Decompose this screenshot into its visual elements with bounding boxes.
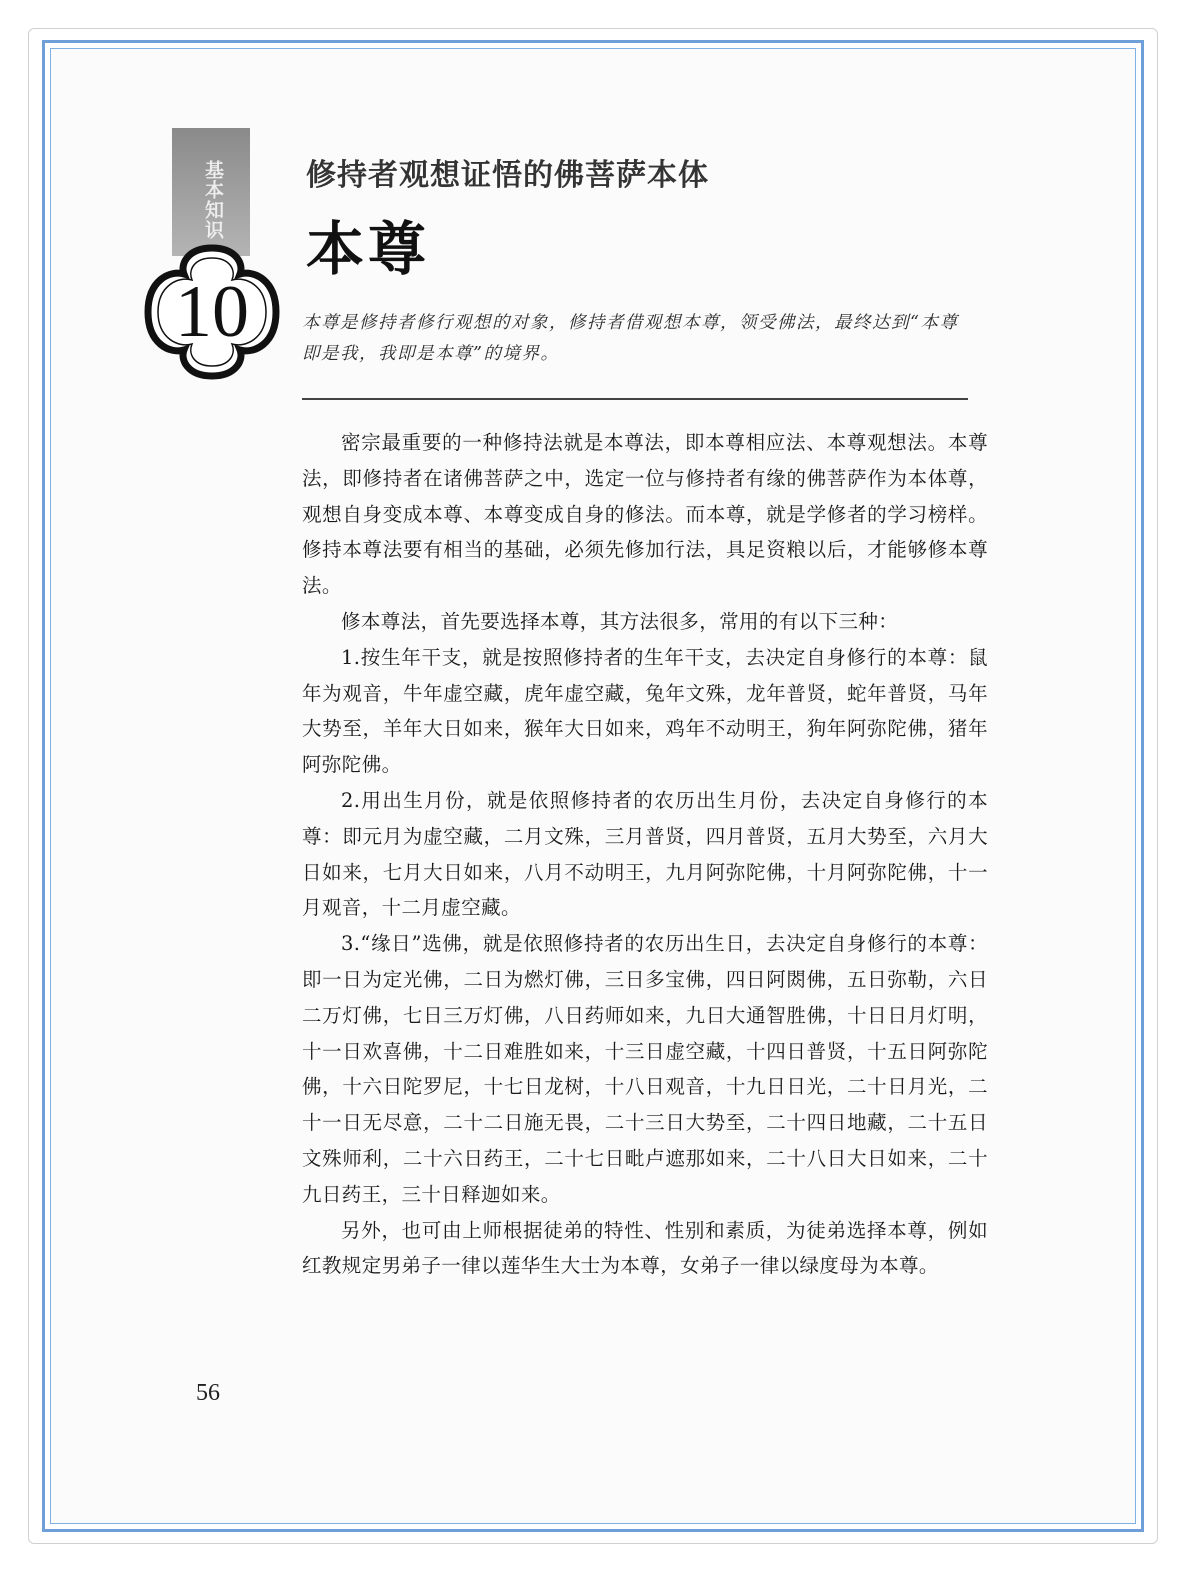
body-paragraph: 密宗最重要的一种修持法就是本尊法，即本尊相应法、本尊观想法。本尊法，即修持者在诸佛菩萨之中，选定一位与修持者有缘的佛菩萨作为本体尊，观想自身变成本尊、本尊变成自身的修法。而本尊，就是学修者的学习榜样。修持本尊法要有相当的基础，必须先修加行法，具足资粮以后，才能够修本尊法。 — [302, 431, 988, 598]
intro-summary: 本尊是修持者修行观想的对象，修持者借观想本尊，领受佛法，最终达到“本尊即是我，我即是本尊”的境界。 — [302, 313, 959, 364]
section-tab-label: 基本知识 — [202, 160, 224, 240]
page-title: 本尊 — [306, 215, 431, 283]
body-paragraph: 1.按生年干支，就是按照修持者的生年干支，去决定自身修行的本尊：鼠年为观音，牛年虚空藏，虎年虚空藏，兔年文殊，龙年普贤，蛇年普贤，马年大势至，羊年大日如来，猴年大日如来，鸡年不动明王，狗年阿弥陀佛，猪年阿弥陀佛。 — [302, 645, 988, 777]
divider — [302, 398, 968, 400]
page-subtitle: 修持者观想证悟的佛菩萨本体 — [306, 158, 709, 193]
page-number: 56 — [196, 1380, 220, 1406]
body-paragraph: 另外，也可由上师根据徒弟的特性、性别和素质，为徒弟选择本尊，例如红教规定男弟子一律以莲华生大士为本尊，女弟子一律以绿度母为本尊。 — [302, 1218, 988, 1278]
body-text — [302, 425, 988, 1284]
body-paragraph: 2.用出生月份，就是依照修持者的农历出生月份，去决定自身修行的本尊：即元月为虚空藏，二月文殊，三月普贤，四月普贤，五月大势至，六月大日如来，七月大日如来，八月不动明王，九月阿弥陀佛，十月阿弥陀佛，十一月观音，十二月虚空藏。 — [302, 788, 988, 920]
body-paragraph: 修本尊法，首先要选择本尊，其方法很多，常用的有以下三种： — [341, 609, 899, 633]
chapter-number: 10 — [175, 271, 249, 353]
body-paragraph: 3.“缘日”选佛，就是依照修持者的农历出生日，去决定自身修行的本尊：即一日为定光佛，二日为燃灯佛，三日多宝佛，四日阿閦佛，五日弥勒，六日二万灯佛，七日三万灯佛，八日药师如来，九日大通智胜佛，十日日月灯明，十一日欢喜佛，十二日难胜如来，十三日虚空藏，十四日普贤，十五日阿弥陀佛，十六日陀罗尼，十七日龙树，十八日观音，十九日日光，二十日月光，二十一日无尽意，二十二日施无畏，二十三日大势至，二十四日地藏，二十五日文殊师利，二十六日药王，二十七日毗卢遮那如来，二十八日大日如来，二十九日药王，三十日释迦如来。 — [302, 932, 988, 1206]
